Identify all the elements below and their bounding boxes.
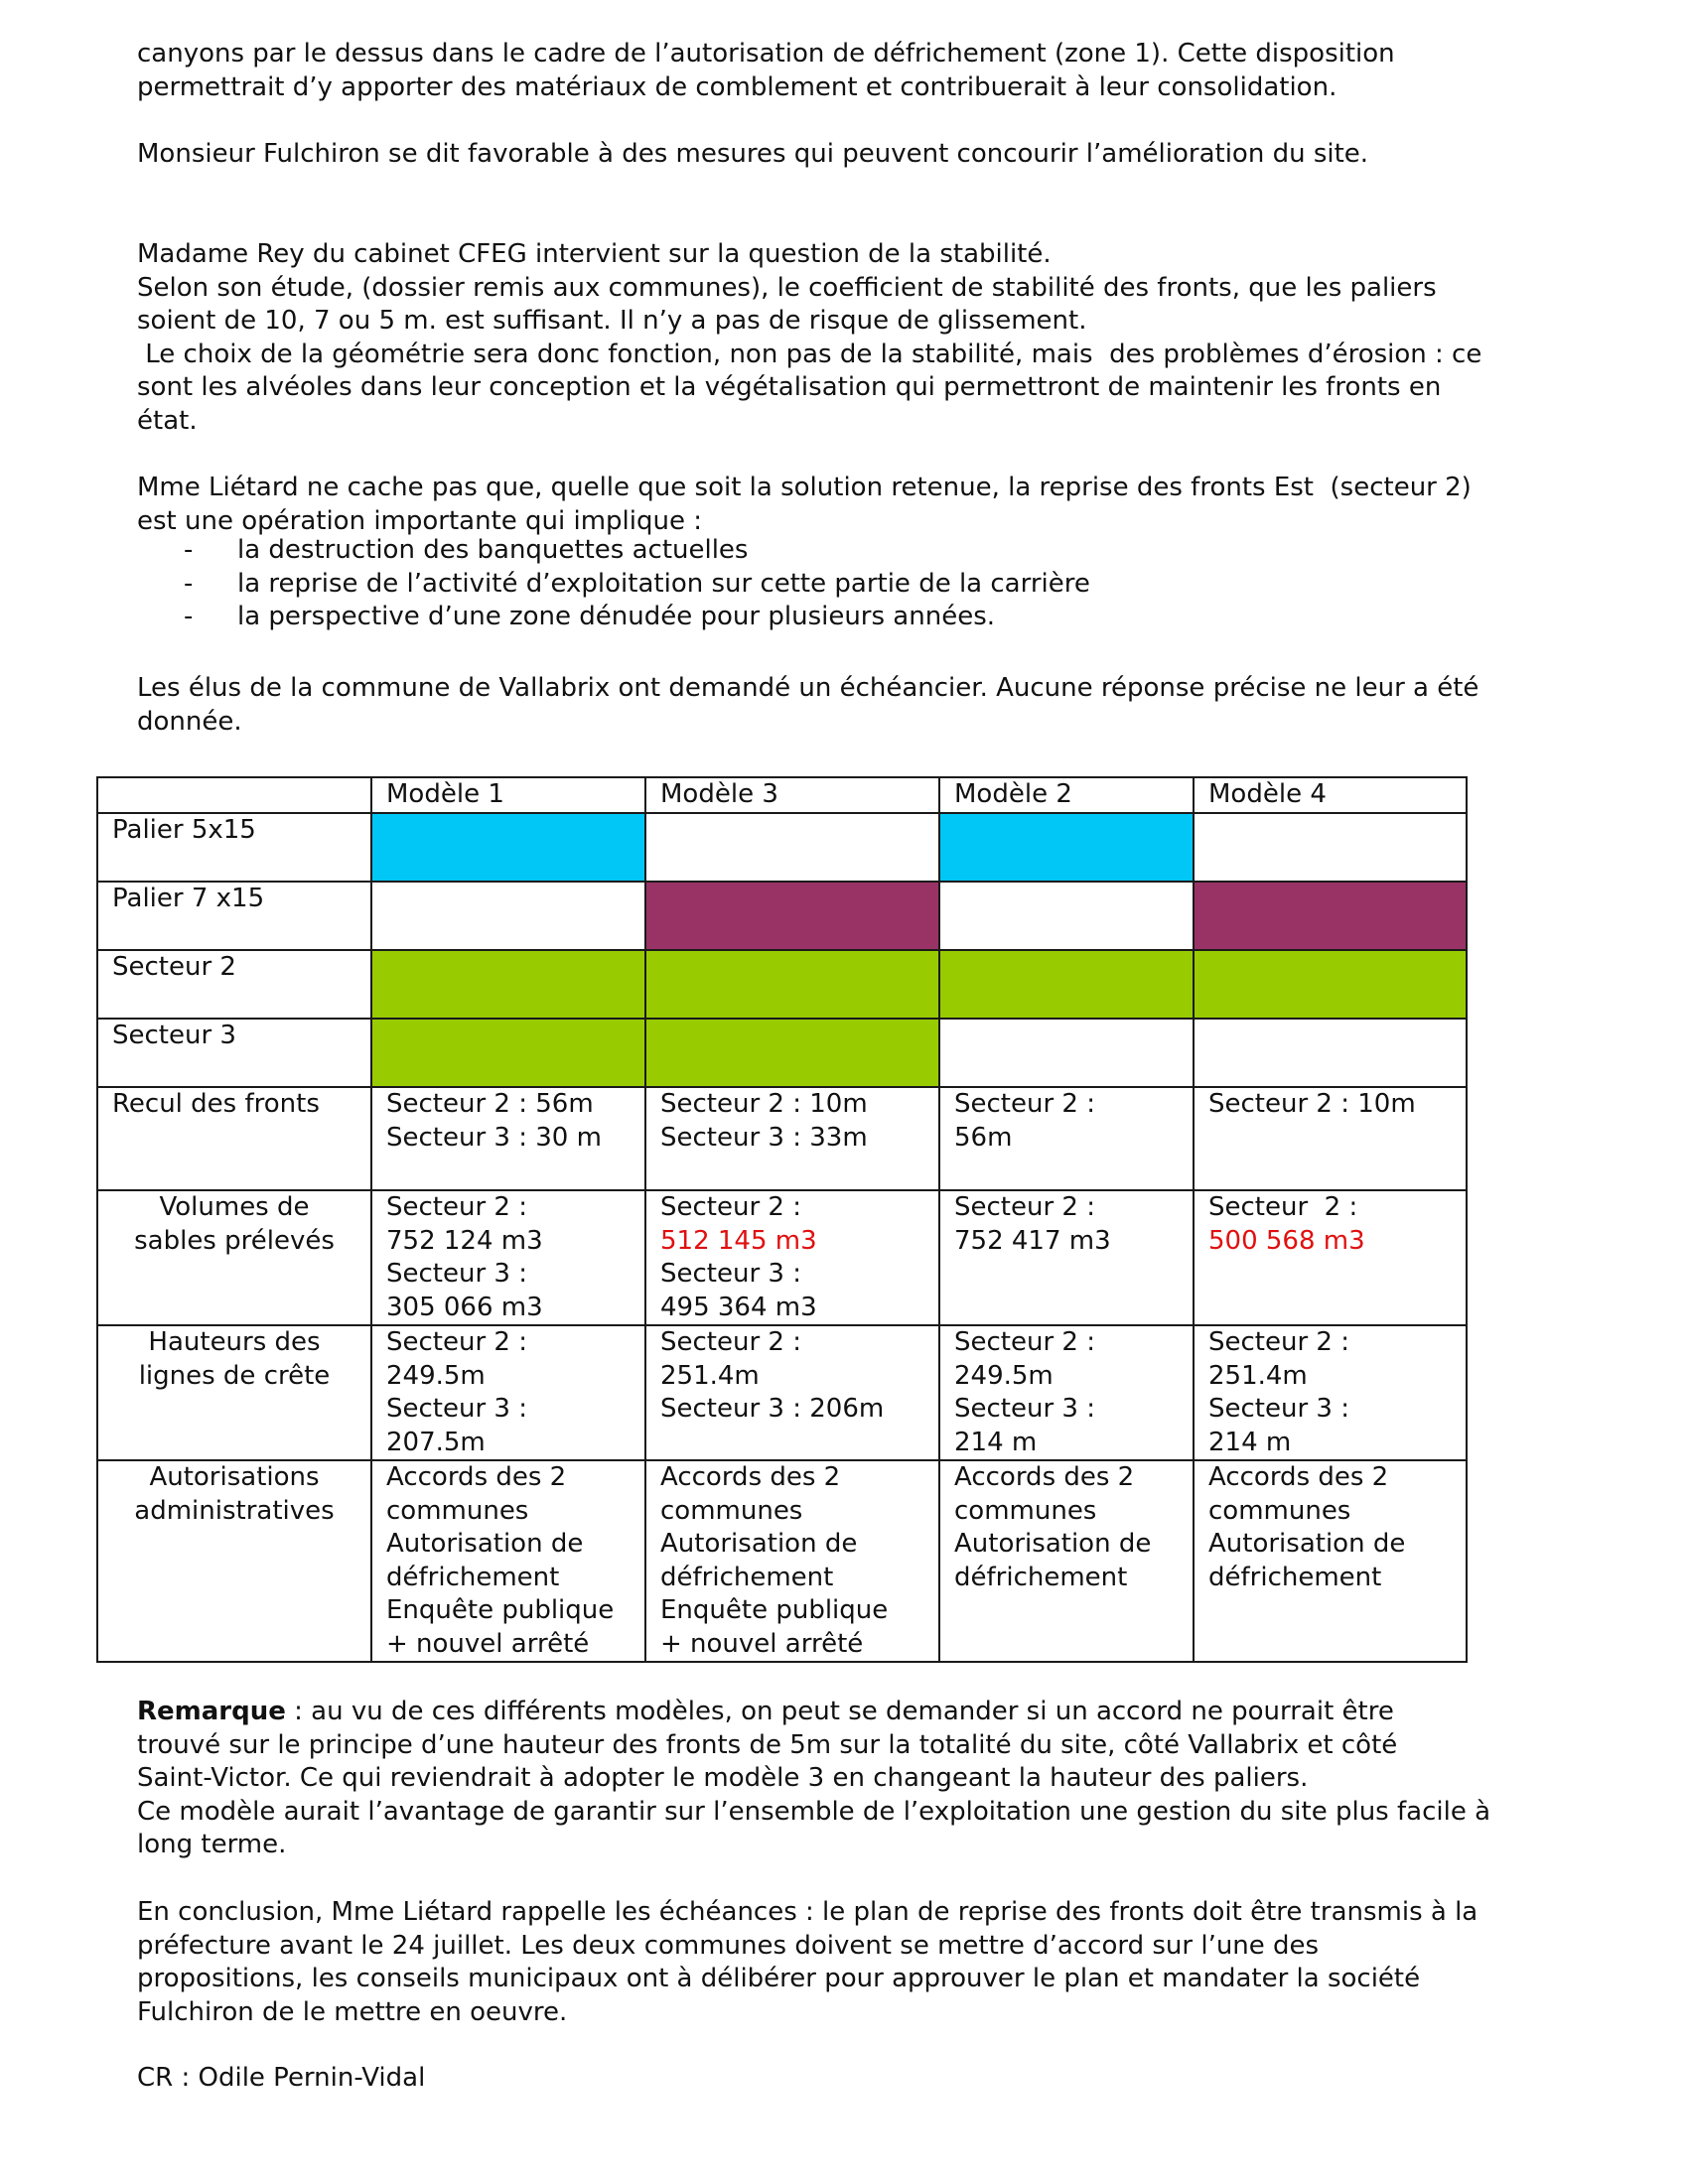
cell-empty — [1194, 813, 1467, 882]
cell-line: Secteur 2 : — [1208, 1327, 1349, 1357]
row-header: Palier 7 x15 — [97, 882, 371, 950]
autorisations-cell-m2 — [939, 1460, 1194, 1662]
cell-empty — [939, 882, 1194, 950]
remarque-paragraph — [137, 1696, 1587, 1862]
signature — [137, 2062, 1587, 2096]
table-row — [97, 1190, 1467, 1325]
volumes-cell-m4 — [1194, 1190, 1467, 1325]
cell-line: Secteur 2 : — [660, 1327, 801, 1357]
cell-line: communes — [1208, 1495, 1351, 1526]
text-line: long terme. — [137, 1830, 287, 1859]
text-line: permettrait d’y apporter des matériaux de comblement et contribuerait à leur consolidation. — [137, 71, 1337, 102]
cell-line: Accords des 2 — [954, 1462, 1135, 1492]
autorisations-cell-m4 — [1194, 1460, 1467, 1662]
text-line: Selon son étude, (dossier remis aux communes), le coefficient de stabilité des fronts, que les paliers — [137, 272, 1437, 303]
cell-line: 752 124 m3 — [386, 1225, 543, 1256]
hauteurs-cell-m2 — [939, 1325, 1194, 1460]
bullet-dash: - — [184, 568, 194, 599]
list-item-text: la reprise de l’activité d’exploitation sur cette partie de la carrière — [237, 568, 1090, 599]
text-line: sont les alvéoles dans leur conception et la végétalisation qui permettront de maintenir les fronts en — [137, 372, 1442, 402]
cell-empty — [645, 813, 939, 882]
list-item-text: la destruction des banquettes actuelles — [237, 535, 749, 565]
cell-filled-green — [371, 1019, 645, 1087]
cell-line: Secteur 3 : — [954, 1394, 1095, 1424]
cell-line: Autorisation de — [1208, 1529, 1406, 1559]
table-corner-cell — [97, 777, 371, 813]
cell-line: 251.4m — [1208, 1360, 1308, 1391]
cell-line: communes — [386, 1495, 529, 1526]
cell-line: + nouvel arrêté — [386, 1628, 590, 1659]
cell-line: Secteur 3 : — [1208, 1394, 1349, 1424]
cell-line: 214 m — [954, 1427, 1038, 1457]
text-line: donnée. — [137, 706, 242, 737]
cell-line: Secteur 3 : — [386, 1394, 527, 1424]
column-header: Modèle 3 — [645, 777, 939, 813]
bullet-dash: - — [184, 602, 194, 631]
text-line: En conclusion, Mme Liétard rappelle les échéances : le plan de reprise des fronts doit être transmis à la — [137, 1897, 1478, 1927]
cell-line: 305 066 m3 — [386, 1292, 543, 1322]
cell-line: Autorisation de — [660, 1529, 858, 1559]
cell-filled-purple — [645, 882, 939, 950]
hauteurs-cell-m3 — [645, 1325, 939, 1460]
recul-cell-m2 — [939, 1087, 1194, 1190]
cell-line: Accords des 2 — [1208, 1462, 1389, 1492]
hauteurs-cell-m1 — [371, 1325, 645, 1460]
intro-paragraph — [137, 38, 1587, 104]
table-row — [97, 1460, 1467, 1662]
cell-line: Secteur 2 : — [954, 1327, 1095, 1357]
cell-filled-cyan — [371, 813, 645, 882]
conclusion-paragraph — [137, 1896, 1587, 2029]
volumes-cell-m3 — [645, 1190, 939, 1325]
list-item — [184, 534, 1090, 568]
cell-line: défrichement — [1208, 1562, 1382, 1592]
text-line: Ce modèle aurait l’avantage de garantir sur l’ensemble de l’exploitation une gestion du site plus facile à — [137, 1796, 1491, 1827]
row-header-line: administratives — [134, 1495, 335, 1526]
text-line: Mme Liétard ne cache pas que, quelle que soit la solution retenue, la reprise des fronts Est (secteur 2) — [137, 473, 1472, 502]
text-line: Le choix de la géométrie sera donc fonction, non pas de la stabilité, mais des problèmes d’érosion : ce — [137, 339, 1482, 369]
cell-line: Secteur 3 : — [660, 1259, 801, 1289]
volumes-cell-m2 — [939, 1190, 1194, 1325]
cell-line: 251.4m — [660, 1360, 760, 1391]
column-header: Modèle 1 — [371, 777, 645, 813]
table-row — [97, 950, 1467, 1019]
volumes-cell-m1 — [371, 1190, 645, 1325]
text-line: soient de 10, 7 ou 5 m. est suffisant. Il n’y a pas de risque de glissement. — [137, 306, 1087, 336]
list-item — [184, 568, 1090, 602]
cell-line: 249.5m — [386, 1360, 486, 1391]
cell-line: 495 364 m3 — [660, 1292, 817, 1322]
cell-line: Accords des 2 — [660, 1462, 841, 1492]
text-line: Madame Rey du cabinet CFEG intervient sur la question de la stabilité. — [137, 239, 1052, 269]
row-header-line: Autorisations — [149, 1462, 320, 1492]
row-header-line: sables prélevés — [134, 1225, 335, 1256]
cell-line: communes — [954, 1495, 1097, 1526]
cell-empty — [939, 1019, 1194, 1087]
table-header-row — [97, 777, 1467, 813]
bullet-dash: - — [184, 535, 194, 565]
cell-line: défrichement — [660, 1562, 834, 1592]
highlighted-value: 512 145 m3 — [660, 1225, 817, 1256]
cell-line: Enquête publique — [386, 1595, 615, 1625]
list-item — [184, 601, 1090, 634]
row-header-line: lignes de crête — [138, 1360, 331, 1391]
cell-line: Secteur 2 : — [386, 1327, 527, 1357]
recul-cell-m3 — [645, 1087, 939, 1190]
table-row — [97, 1325, 1467, 1460]
cell-line: Secteur 2 : 56m — [386, 1089, 594, 1119]
cell-line: 214 m — [1208, 1427, 1292, 1457]
cell-filled-cyan — [939, 813, 1194, 882]
elus-paragraph — [137, 672, 1587, 739]
cell-filled-green — [371, 950, 645, 1019]
text-line: est une opération importante qui implique : — [137, 505, 703, 536]
cell-line: Secteur 2 : — [660, 1192, 801, 1222]
lietard-paragraph — [137, 472, 1587, 538]
cell-line: Secteur 2 : — [954, 1089, 1095, 1119]
table-row — [97, 813, 1467, 882]
cell-line: 249.5m — [954, 1360, 1054, 1391]
fulchiron-paragraph — [137, 138, 1587, 172]
models-table — [96, 776, 1468, 1663]
text-line: canyons par le dessus dans le cadre de l’autorisation de défrichement (zone 1). Cette disposition — [137, 39, 1395, 68]
table-row — [97, 882, 1467, 950]
row-header: Palier 5x15 — [97, 813, 371, 882]
cell-filled-purple — [1194, 882, 1467, 950]
autorisations-cell-m1 — [371, 1460, 645, 1662]
row-header-line: Hauteurs des — [148, 1327, 321, 1357]
cell-line: Secteur 3 : 33m — [660, 1122, 868, 1153]
list-item-text: la perspective d’une zone dénudée pour plusieurs années. — [237, 602, 996, 631]
recul-cell-m1 — [371, 1087, 645, 1190]
cell-line: Secteur 2 : 10m — [1208, 1089, 1416, 1119]
cell-line: Secteur 3 : 206m — [660, 1394, 885, 1424]
cell-line: Secteur 2 : — [386, 1192, 527, 1222]
cell-line: 752 417 m3 — [954, 1225, 1111, 1256]
cell-line: + nouvel arrêté — [660, 1628, 864, 1659]
remarque-text: : au vu de ces différents modèles, on peut se demander si un accord ne pourrait être — [285, 1697, 1394, 1726]
hauteurs-cell-m4 — [1194, 1325, 1467, 1460]
autorisations-cell-m3 — [645, 1460, 939, 1662]
text-line — [137, 1696, 1587, 1729]
cell-line: défrichement — [386, 1562, 560, 1592]
cell-line: Secteur 2 : — [954, 1192, 1095, 1222]
rey-paragraph — [137, 238, 1587, 438]
row-header: Secteur 2 — [97, 950, 371, 1019]
recul-cell-m4 — [1194, 1087, 1467, 1190]
cell-line: Enquête publique — [660, 1595, 889, 1625]
cell-filled-green — [645, 950, 939, 1019]
implications-list — [184, 534, 1090, 634]
row-header: Secteur 3 — [97, 1019, 371, 1087]
table-row — [97, 1087, 1467, 1190]
text-line: trouvé sur le principe d’une hauteur des fronts de 5m sur la totalité du site, côté Vallabrix et côté — [137, 1729, 1398, 1760]
cell-line: 56m — [954, 1122, 1013, 1153]
column-header: Modèle 4 — [1194, 777, 1467, 813]
cell-filled-green — [1194, 950, 1467, 1019]
cell-line: Secteur 3 : 30 m — [386, 1122, 602, 1153]
text-line: Fulchiron de le mettre en oeuvre. — [137, 1996, 568, 2027]
row-header — [97, 1460, 371, 1662]
cell-line: Secteur 3 : — [386, 1259, 527, 1289]
table-row — [97, 1019, 1467, 1087]
cell-line: Autorisation de — [386, 1529, 584, 1559]
cell-empty — [1194, 1019, 1467, 1087]
text-line: Saint-Victor. Ce qui reviendrait à adopter le modèle 3 en changeant la hauteur des paliers. — [137, 1763, 1309, 1793]
text-line: propositions, les conseils municipaux ont à délibérer pour approuver le plan et mandater la société — [137, 1964, 1421, 1993]
remarque-label: Remarque — [137, 1697, 286, 1726]
cell-line: Secteur 2 : — [1208, 1192, 1358, 1222]
text-line: CR : Odile Pernin-Vidal — [137, 2063, 426, 2093]
cell-empty — [371, 882, 645, 950]
cell-line: 207.5m — [386, 1427, 486, 1457]
row-header-line: Volumes de — [159, 1192, 310, 1222]
cell-line: Accords des 2 — [386, 1462, 567, 1492]
text-line: état. — [137, 405, 198, 436]
row-header — [97, 1190, 371, 1325]
text-line: préfecture avant le 24 juillet. Les deux communes doivent se mettre d’accord sur l’une des — [137, 1930, 1320, 1961]
column-header: Modèle 2 — [939, 777, 1194, 813]
cell-filled-green — [645, 1019, 939, 1087]
row-header: Recul des fronts — [97, 1087, 371, 1190]
cell-line: Autorisation de — [954, 1529, 1152, 1559]
highlighted-value: 500 568 m3 — [1208, 1225, 1365, 1256]
cell-line: communes — [660, 1495, 803, 1526]
cell-filled-green — [939, 950, 1194, 1019]
text-line: Les élus de la commune de Vallabrix ont demandé un échéancier. Aucune réponse précise ne leur a été — [137, 673, 1479, 703]
cell-line: défrichement — [954, 1562, 1128, 1592]
row-header — [97, 1325, 371, 1460]
cell-line: Secteur 2 : 10m — [660, 1089, 868, 1119]
text-line: Monsieur Fulchiron se dit favorable à des mesures qui peuvent concourir l’amélioration du site. — [137, 139, 1369, 169]
